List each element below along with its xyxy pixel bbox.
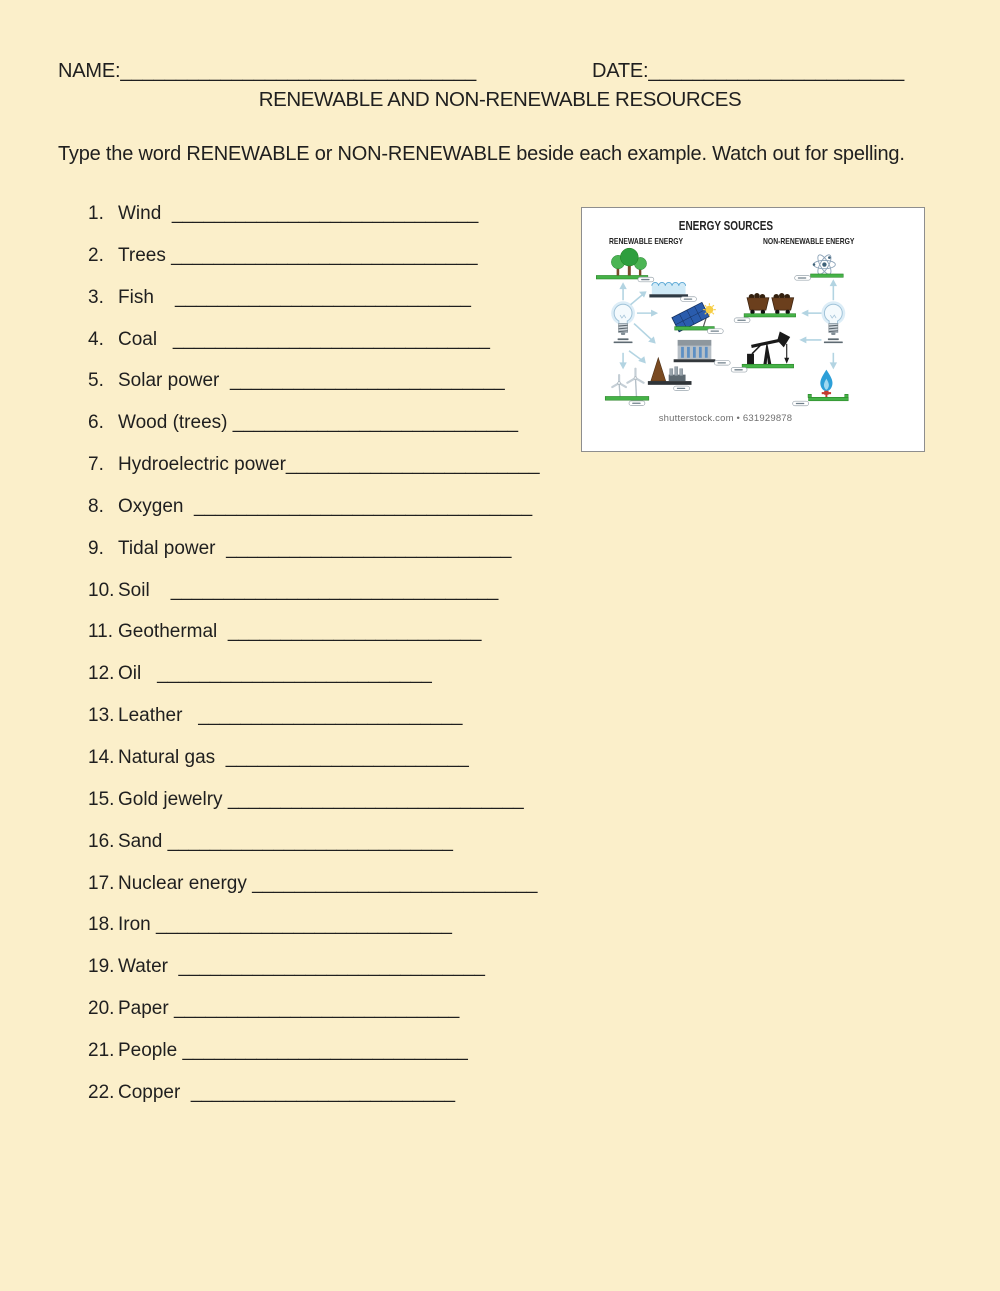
tidal-waves-icon (649, 282, 688, 297)
item-number: 3. (88, 286, 104, 308)
item-blank[interactable]: ____________________________ (153, 286, 471, 308)
wind-turbines-icon (605, 369, 649, 401)
solar-label (707, 329, 723, 334)
item-label: Natural gas (118, 746, 216, 768)
item-number: 13. (88, 705, 115, 727)
item-blank[interactable]: ________________________________ (183, 495, 533, 517)
item-row (88, 703, 540, 745)
item-blank[interactable]: ____________________________ (150, 914, 452, 936)
energy-sources-figure (581, 207, 925, 452)
figure-title: ENERGY SOURCES (678, 219, 773, 233)
item-label: Copper (118, 1081, 181, 1103)
item-row (88, 201, 540, 243)
item-number: 8. (88, 495, 104, 517)
hydro-dam-icon (674, 340, 716, 362)
nuclear-label (795, 276, 811, 281)
item-label: Sand (118, 830, 163, 852)
date-row (592, 60, 904, 83)
item-number: 20. (88, 998, 115, 1020)
item-number: 19. (88, 956, 115, 978)
item-row (88, 871, 540, 913)
item-label: Oxygen (118, 495, 184, 517)
item-row (88, 829, 540, 871)
item-label: Geothermal (118, 621, 218, 643)
solar-panel-icon (672, 302, 716, 331)
item-row (88, 494, 540, 536)
item-row (88, 619, 540, 661)
item-number: 22. (88, 1081, 115, 1103)
item-number: 7. (88, 454, 104, 476)
trees-icon (596, 248, 648, 279)
item-label: Soil (118, 579, 150, 601)
item-number: 16. (88, 830, 115, 852)
light-bulb-icon (821, 301, 845, 343)
item-row (88, 996, 540, 1038)
coal-carts-icon (744, 293, 796, 317)
item-number: 12. (88, 663, 115, 685)
atom-icon (811, 253, 844, 277)
name-row (58, 60, 476, 83)
item-row (88, 368, 540, 410)
item-number: 15. (88, 788, 115, 810)
item-row (88, 410, 540, 452)
item-blank[interactable]: ___________________________ (215, 537, 512, 559)
item-blank[interactable]: ________________________ (285, 454, 540, 476)
name-label: NAME: (58, 60, 121, 82)
hydro-label (714, 361, 730, 366)
item-blank[interactable]: ___________________________ (168, 998, 460, 1020)
item-blank[interactable]: _______________________ (215, 746, 469, 768)
item-number: 18. (88, 914, 115, 936)
item-label: Gold jewelry (118, 788, 223, 810)
energy-sources-illustration (582, 208, 924, 451)
item-row (88, 243, 540, 285)
item-label: Fish (118, 286, 154, 308)
item-row (88, 745, 540, 787)
item-blank[interactable]: ______________________________ (157, 328, 490, 350)
item-number: 1. (88, 203, 104, 224)
item-label: Coal (118, 328, 158, 350)
item-blank[interactable]: __________________________ (141, 663, 432, 685)
item-row (88, 787, 540, 829)
item-row (88, 578, 540, 620)
sun-icon (703, 303, 716, 316)
item-label: Nuclear energy (118, 872, 247, 894)
item-number: 11. (88, 621, 114, 643)
item-number: 21. (88, 1039, 115, 1061)
item-label: Water (118, 956, 168, 978)
tidal-label (681, 297, 697, 302)
item-row (88, 1038, 540, 1080)
renewable-heading: RENEWABLE ENERGY (609, 236, 684, 246)
item-label: Solar power (118, 370, 220, 392)
item-label: People (118, 1039, 178, 1061)
item-blank[interactable]: _________________________ (182, 705, 463, 727)
item-blank[interactable]: _________________________ (180, 1081, 456, 1103)
name-blank[interactable]: ________________________________ (120, 60, 477, 82)
oil-pumpjack-icon (742, 331, 794, 367)
item-label: Wood (trees) (118, 412, 228, 434)
item-label: Iron (118, 914, 151, 936)
oil-label (731, 367, 747, 372)
item-blank[interactable]: ___________________________ (227, 412, 519, 434)
item-row (88, 912, 540, 954)
item-row (88, 285, 540, 327)
item-number: 5. (88, 370, 104, 392)
item-label: Trees (118, 244, 166, 266)
item-blank[interactable]: _____________________________ (161, 203, 479, 224)
item-row (88, 954, 540, 996)
date-blank[interactable]: _______________________ (648, 60, 905, 82)
trees-label (638, 277, 654, 282)
item-row (88, 452, 540, 494)
item-blank[interactable]: ___________________________ (246, 872, 538, 894)
item-row (88, 536, 540, 578)
items-list (88, 201, 540, 1122)
item-label: Hydroelectric power (118, 454, 286, 476)
item-number: 9. (88, 537, 104, 559)
item-label: Paper (118, 998, 169, 1020)
item-label: Wind (118, 203, 162, 224)
item-number: 10. (88, 579, 115, 601)
item-row (88, 327, 540, 369)
coal-label (734, 318, 750, 323)
gas-label (793, 401, 809, 406)
nonrenewable-heading: NON-RENEWABLE ENERGY (763, 236, 855, 246)
item-number: 14. (88, 746, 115, 768)
page-title: RENEWABLE AND NON-RENEWABLE RESOURCES (258, 88, 742, 111)
light-bulb-icon (611, 301, 635, 343)
wind-label (629, 401, 645, 406)
item-number: 2. (88, 244, 104, 266)
item-blank[interactable]: _____________________________ (165, 244, 478, 266)
item-row (88, 1080, 540, 1122)
item-blank[interactable]: ___________________________ (177, 1039, 468, 1061)
item-row (88, 661, 540, 703)
gas-flame-icon (808, 370, 848, 401)
item-number: 6. (88, 412, 104, 434)
instructions-text: Type the word RENEWABLE or NON-RENEWABLE beside each example. Watch out for spelling. (58, 143, 905, 165)
item-blank[interactable]: ________________________ (217, 621, 482, 643)
figure-attribution: shutterstock.com • 631929878 (658, 413, 793, 424)
item-blank[interactable]: _______________________________ (149, 579, 499, 601)
geothermal-label (674, 386, 690, 391)
item-label: Tidal power (118, 537, 216, 559)
item-number: 4. (88, 328, 104, 350)
item-label: Oil (118, 663, 142, 685)
date-label: DATE: (592, 60, 649, 82)
item-blank[interactable]: _____________________________ (167, 956, 485, 978)
item-number: 17. (88, 872, 115, 894)
item-blank[interactable]: ____________________________ (222, 788, 524, 810)
item-blank[interactable]: __________________________ (219, 370, 505, 392)
item-label: Leather (118, 705, 183, 727)
item-blank[interactable]: ___________________________ (162, 830, 453, 852)
